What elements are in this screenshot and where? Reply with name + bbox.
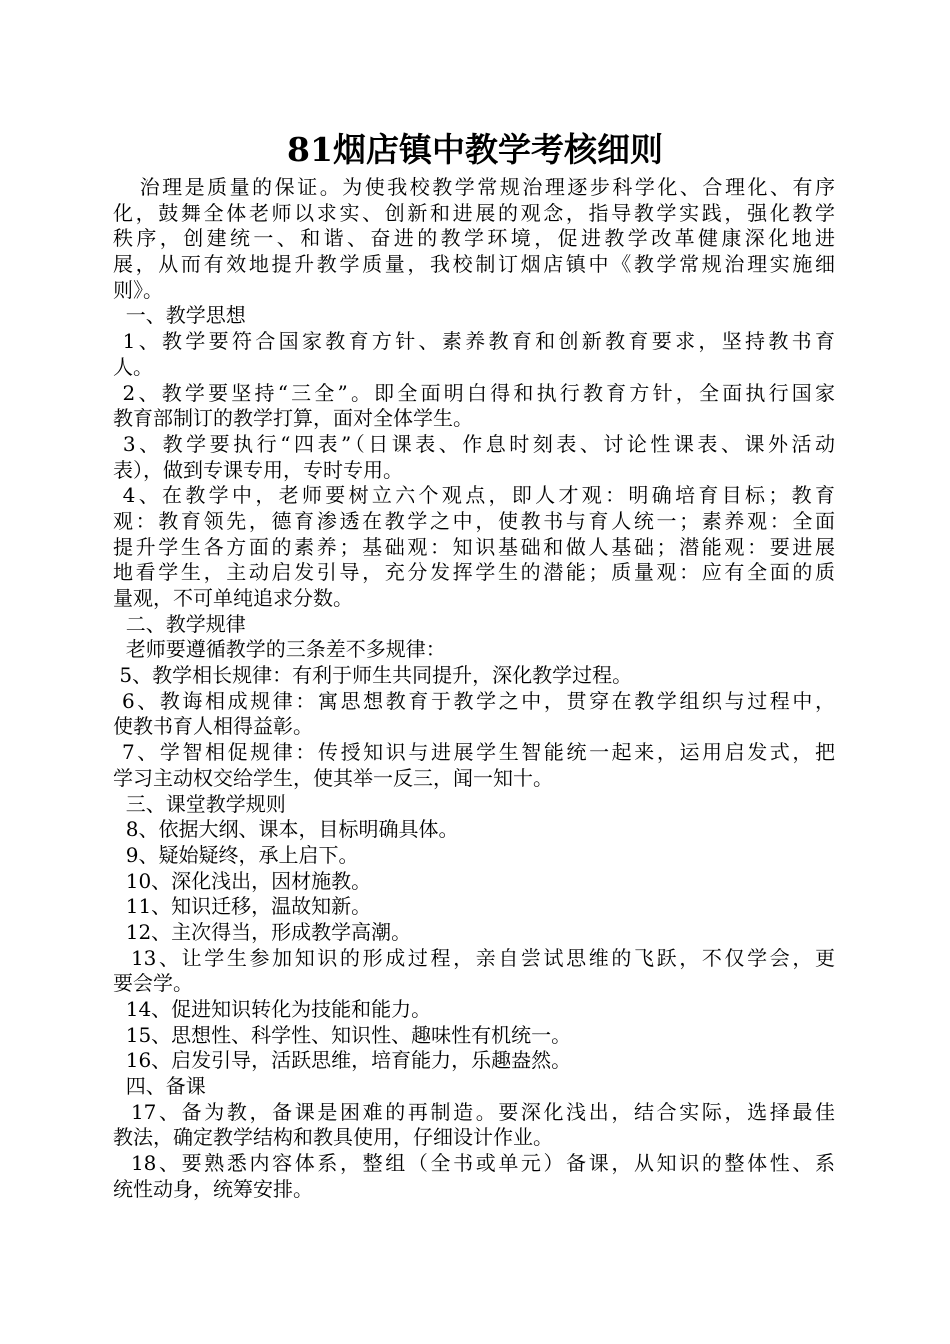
paragraph-line: 治理是质量的保证。为使我校教学常规治理逐步科学化、合理化、有序: [113, 175, 835, 199]
paragraph-line: 一、教学思想: [113, 303, 246, 328]
document-title: 81烟店镇中教学考核细则: [287, 130, 663, 169]
paragraph-line: 12、主次得当，形成教学高潮。: [113, 919, 412, 944]
paragraph-line: 17、备为教，备课是困难的再制造。要深化浅出，结合实际，选择最佳: [113, 1099, 835, 1124]
document-body: [113, 175, 835, 1203]
paragraph-line: 2、教学要坚持“三全”。即全面明白得和执行教育方针，全面执行国家: [113, 380, 835, 405]
paragraph-line: 10、深化浅出，因材施教。: [113, 868, 372, 893]
paragraph-line: 化，鼓舞全体老师以求实、创新和进展的观念，指导教学实践，强化教学: [113, 200, 835, 225]
paragraph-line: 8、依据大纲、课本，目标明确具体。: [113, 817, 459, 842]
paragraph-line: 四、备课: [113, 1074, 206, 1099]
paragraph-line: 学习主动权交给学生，使其举一反三，闻一知十。: [113, 765, 553, 790]
paragraph-line: 教育部制订的教学打算，面对全体学生。: [113, 406, 473, 431]
paragraph-line: 人。: [113, 354, 153, 379]
paragraph-line: 老师要遵循教学的三条差不多规律：: [113, 637, 446, 662]
paragraph-line: 1、教学要符合国家教育方针、素养教育和创新教育要求，坚持教书育: [113, 329, 835, 354]
paragraph-line: 使教书育人相得益彰。: [113, 714, 313, 739]
paragraph-line: 11、知识迁移，温故知新。: [113, 894, 372, 919]
paragraph-line: 二、教学规律: [113, 611, 246, 636]
paragraph-line: 7、学智相促规律：传授知识与进展学生智能统一起来，运用启发式，把: [113, 740, 835, 765]
paragraph-line: 统性动身，统筹安排。: [113, 1176, 313, 1201]
paragraph-line: 表），做到专课专用，专时专用。: [113, 457, 403, 482]
paragraph-line: 教法，确定教学结构和教具使用，仔细设计作业。: [113, 1125, 553, 1150]
paragraph-line: 6、教诲相成规律：寓思想教育于教学之中，贯穿在教学组织与过程中，: [113, 688, 835, 713]
paragraph-line: 4、在教学中，老师要树立六个观点，即人才观：明确培育目标；教育: [113, 483, 835, 508]
paragraph-line: 则》。: [113, 277, 163, 302]
paragraph-line: 提升学生各方面的素养；基础观：知识基础和做人基础；潜能观：要进展: [113, 534, 835, 559]
paragraph-line: 3、教学要执行“四表”（日课表、作息时刻表、讨论性课表、课外活动: [113, 431, 835, 456]
paragraph-line: 观：教育领先，德育渗透在教学之中，使教书与育人统一；素养观：全面: [113, 508, 835, 533]
paragraph-line: 三、课堂教学规则: [113, 791, 286, 816]
paragraph-line: 地看学生，主动启发引导，充分发挥学生的潜能；质量观：应有全面的质: [113, 560, 835, 585]
paragraph-line: 要会学。: [113, 971, 193, 996]
paragraph-line: 量观，不可单纯追求分数。: [113, 586, 353, 610]
paragraph-line: 15、思想性、科学性、知识性、趣味性有机统一。: [113, 1022, 572, 1047]
paragraph-line: 13、让学生参加知识的形成过程，亲自尝试思维的飞跃，不仅学会，更: [113, 945, 835, 970]
paragraph-line: 5、教学相长规律：有利于师生共同提升，深化教学过程。: [113, 663, 633, 688]
paragraph-line: 14、促进知识转化为技能和能力。: [113, 997, 432, 1021]
paragraph-line: 展，从而有效地提升教学质量，我校制订烟店镇中《教学常规治理实施细: [113, 252, 835, 277]
paragraph-line: 9、疑始疑终，承上启下。: [113, 842, 359, 867]
paragraph-line: 18、要熟悉内容体系，整组（全书或单元）备课，从知识的整体性、系: [113, 1151, 835, 1176]
paragraph-line: 秩序，创建统一、和谐、奋进的教学环境，促进教学改革健康深化地进: [113, 226, 835, 251]
paragraph-line: 16、启发引导，活跃思维，培育能力，乐趣盎然。: [113, 1048, 572, 1073]
